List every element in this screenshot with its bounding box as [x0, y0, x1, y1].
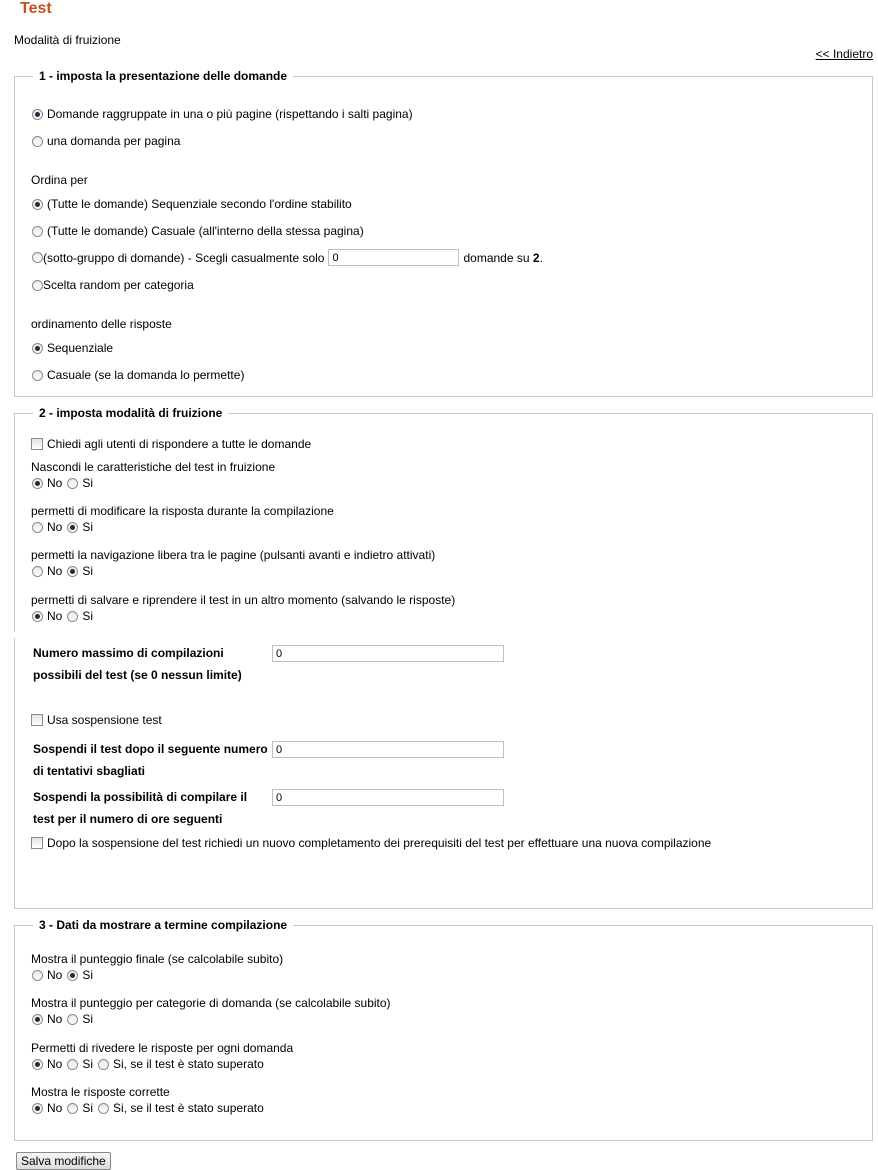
order-option-subgroup[interactable]: (sotto-gruppo di domande) - Scegli casualmente solo 0 domande su 2 . [31, 249, 543, 266]
suspend-hours-label: Sospendi la possibilità di compilare il test per il numero di ore seguenti [33, 790, 248, 826]
radio-no[interactable] [32, 478, 43, 489]
radio-icon[interactable] [32, 252, 43, 263]
radio-no[interactable] [32, 970, 43, 981]
radio-no[interactable] [32, 566, 43, 577]
radio-yes-if-passed[interactable] [98, 1059, 109, 1070]
section-results-legend: 3 - Dati da mostrare a termine compilazione [39, 918, 288, 932]
suspend-after-label: Sospendi il test dopo il seguente numero di tentativi sbagliati [33, 742, 268, 778]
answers-order-sequential[interactable]: Sequenziale [31, 341, 113, 355]
question-options: No Si [31, 1012, 93, 1026]
order-option-category[interactable]: Scelta random per categoria [31, 278, 194, 292]
radio-icon[interactable] [32, 136, 43, 147]
answers-order-random[interactable]: Casuale (se la domanda lo permette) [31, 368, 244, 382]
question-options: No Si [31, 476, 93, 490]
question-label: Mostra il punteggio per categorie di domanda (se calcolabile subito) [31, 996, 391, 1010]
save-button[interactable]: Salva modifiche [16, 1152, 111, 1170]
back-link[interactable]: << Indietro [815, 47, 873, 61]
question-label: permetti di salvare e riprendere il test in un altro momento (salvando le risposte) [31, 593, 456, 607]
question-label: Mostra le risposte corrette [31, 1085, 170, 1099]
radio-yes[interactable] [67, 478, 78, 489]
radio-yes[interactable] [67, 611, 78, 622]
page-subtitle: Modalità di fruizione [14, 33, 121, 47]
layout-option-grouped[interactable]: Domande raggruppate in una o più pagine (rispettando i salti pagina) [31, 107, 413, 121]
radio-icon[interactable] [32, 370, 43, 381]
max-attempts-label: Numero massimo di compilazioni possibili del test (se 0 nessun limite) [33, 646, 242, 682]
order-title: Ordina per [31, 173, 88, 187]
question-options: No Si [31, 609, 93, 623]
suspension-checkbox[interactable] [31, 714, 43, 726]
radio-no[interactable] [32, 1059, 43, 1070]
section-results [14, 918, 873, 1141]
radio-icon[interactable] [32, 343, 43, 354]
radio-yes[interactable] [67, 1103, 78, 1114]
suspend-hours-input[interactable]: 0 [272, 789, 504, 806]
radio-yes[interactable] [67, 566, 78, 577]
radio-yes[interactable] [67, 1014, 78, 1025]
subgroup-count-input[interactable]: 0 [328, 249, 459, 266]
prereq-checkbox-row[interactable]: Dopo la sospensione del test richiedi un nuovo completamento dei prerequisiti del test per effettuare una nuova compilazione [31, 836, 711, 850]
radio-yes[interactable] [67, 522, 78, 533]
order-option-sequential[interactable]: (Tutte le domande) Sequenziale secondo l'ordine stabilito [31, 197, 352, 211]
radio-no[interactable] [32, 1103, 43, 1114]
question-options: No Si Si, se il test è stato superato [31, 1057, 264, 1071]
answers-order-title: ordinamento delle risposte [31, 317, 172, 331]
section-fruition-legend: 2 - imposta modalità di fruizione [39, 406, 223, 420]
require-all-checkbox[interactable] [31, 438, 43, 450]
radio-icon[interactable] [32, 109, 43, 120]
radio-no[interactable] [32, 522, 43, 533]
prereq-checkbox[interactable] [31, 837, 43, 849]
section-presentation-legend: 1 - imposta la presentazione delle domande [39, 69, 288, 83]
question-options: No Si Si, se il test è stato superato [31, 1101, 264, 1115]
radio-yes[interactable] [67, 970, 78, 981]
layout-option-single[interactable]: una domanda per pagina [31, 134, 180, 148]
radio-icon[interactable] [32, 280, 43, 291]
question-options: No Si [31, 968, 93, 982]
question-label: permetti la navigazione libera tra le pagine (pulsanti avanti e indietro attivati) [31, 548, 436, 562]
radio-icon[interactable] [32, 226, 43, 237]
section-fruition [14, 406, 873, 909]
question-label: Mostra il punteggio finale (se calcolabile subito) [31, 952, 284, 966]
radio-icon[interactable] [32, 199, 43, 210]
suspend-after-input[interactable]: 0 [272, 741, 504, 758]
suspension-checkbox-row[interactable]: Usa sospensione test [31, 713, 162, 727]
question-label: Nascondi le caratteristiche del test in fruizione [31, 460, 276, 474]
section-presentation [14, 69, 873, 397]
question-label: Permetti di rivedere le risposte per ogni domanda [31, 1041, 294, 1055]
radio-no[interactable] [32, 1014, 43, 1025]
radio-yes-if-passed[interactable] [98, 1103, 109, 1114]
max-attempts-input[interactable]: 0 [272, 645, 504, 662]
page-title: Test [20, 0, 52, 17]
order-option-random[interactable]: (Tutte le domande) Casuale (all'interno della stessa pagina) [31, 224, 364, 238]
radio-no[interactable] [32, 611, 43, 622]
question-options: No Si [31, 520, 93, 534]
require-all-checkbox-row[interactable]: Chiedi agli utenti di rispondere a tutte le domande [31, 437, 311, 451]
question-options: No Si [31, 564, 93, 578]
question-label: permetti di modificare la risposta durante la compilazione [31, 504, 334, 518]
radio-yes[interactable] [67, 1059, 78, 1070]
